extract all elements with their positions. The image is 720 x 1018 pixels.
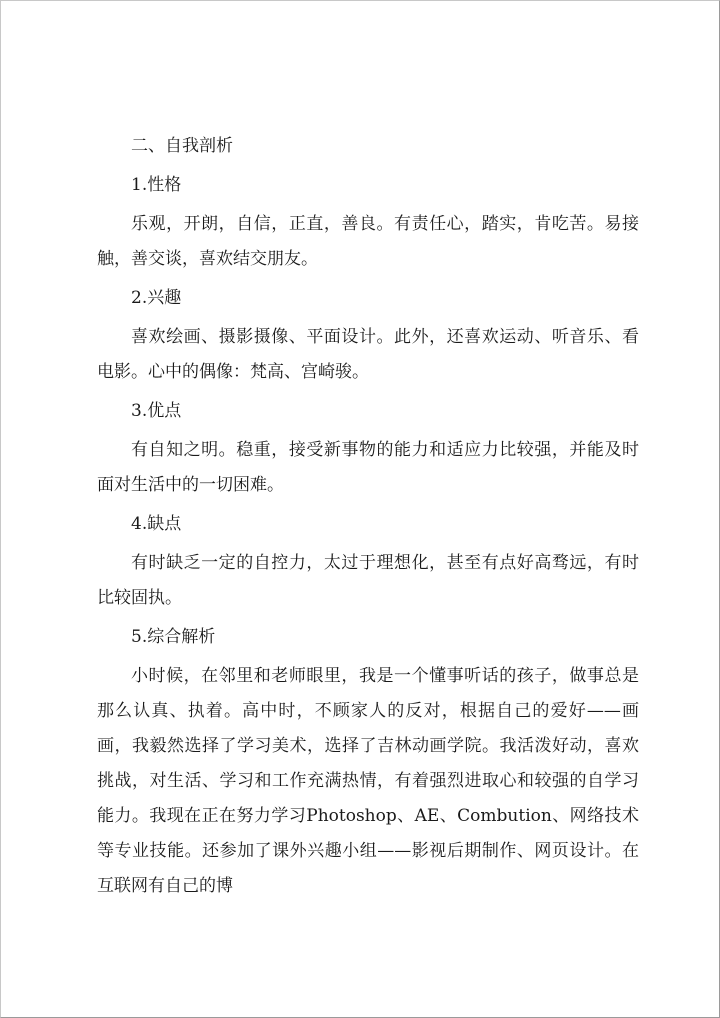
heading-summary: 5.综合解析 — [131, 627, 216, 647]
paragraph-weaknesses: 有时缺乏一定的自控力，太过于理想化，甚至有点好高骛远，有时比较固执。 — [97, 553, 639, 608]
paragraph-interests: 喜欢绘画、摄影摄像、平面设计。此外，还喜欢运动、听音乐、看电影。心中的偶像：梵高、宫崎骏。 — [97, 327, 639, 382]
heading-weaknesses: 4.缺点 — [131, 514, 182, 534]
document-body — [97, 129, 639, 908]
paragraph-summary: 小时候，在邻里和老师眼里，我是一个懂事听话的孩子，做事总是那么认真、执着。高中时，不顾家人的反对，根据自己的爱好——画画，我毅然选择了学习美术，选择了吉林动画学院。我活泼好动，喜欢挑战，对生活、学习和工作充满热情，有着强烈进取心和较强的自学习能力。我现在正在努力学习Photoshop、AE、Combution、网络技术等专业技能。还参加了课外兴趣小组——影视后期制作、网页设计。在互联网有自己的博 — [97, 666, 639, 896]
paragraph-strengths: 有自知之明。稳重，接受新事物的能力和适应力比较强，并能及时面对生活中的一切困难。 — [97, 440, 639, 495]
paragraph-personality: 乐观，开朗，自信，正直，善良。有责任心，踏实，肯吃苦。易接触，善交谈，喜欢结交朋友。 — [97, 214, 639, 269]
heading-strengths: 3.优点 — [131, 401, 182, 421]
heading-interests: 2.兴趣 — [131, 288, 182, 308]
heading-personality: 1.性格 — [131, 175, 182, 195]
section-title: 二、自我剖析 — [131, 136, 233, 156]
